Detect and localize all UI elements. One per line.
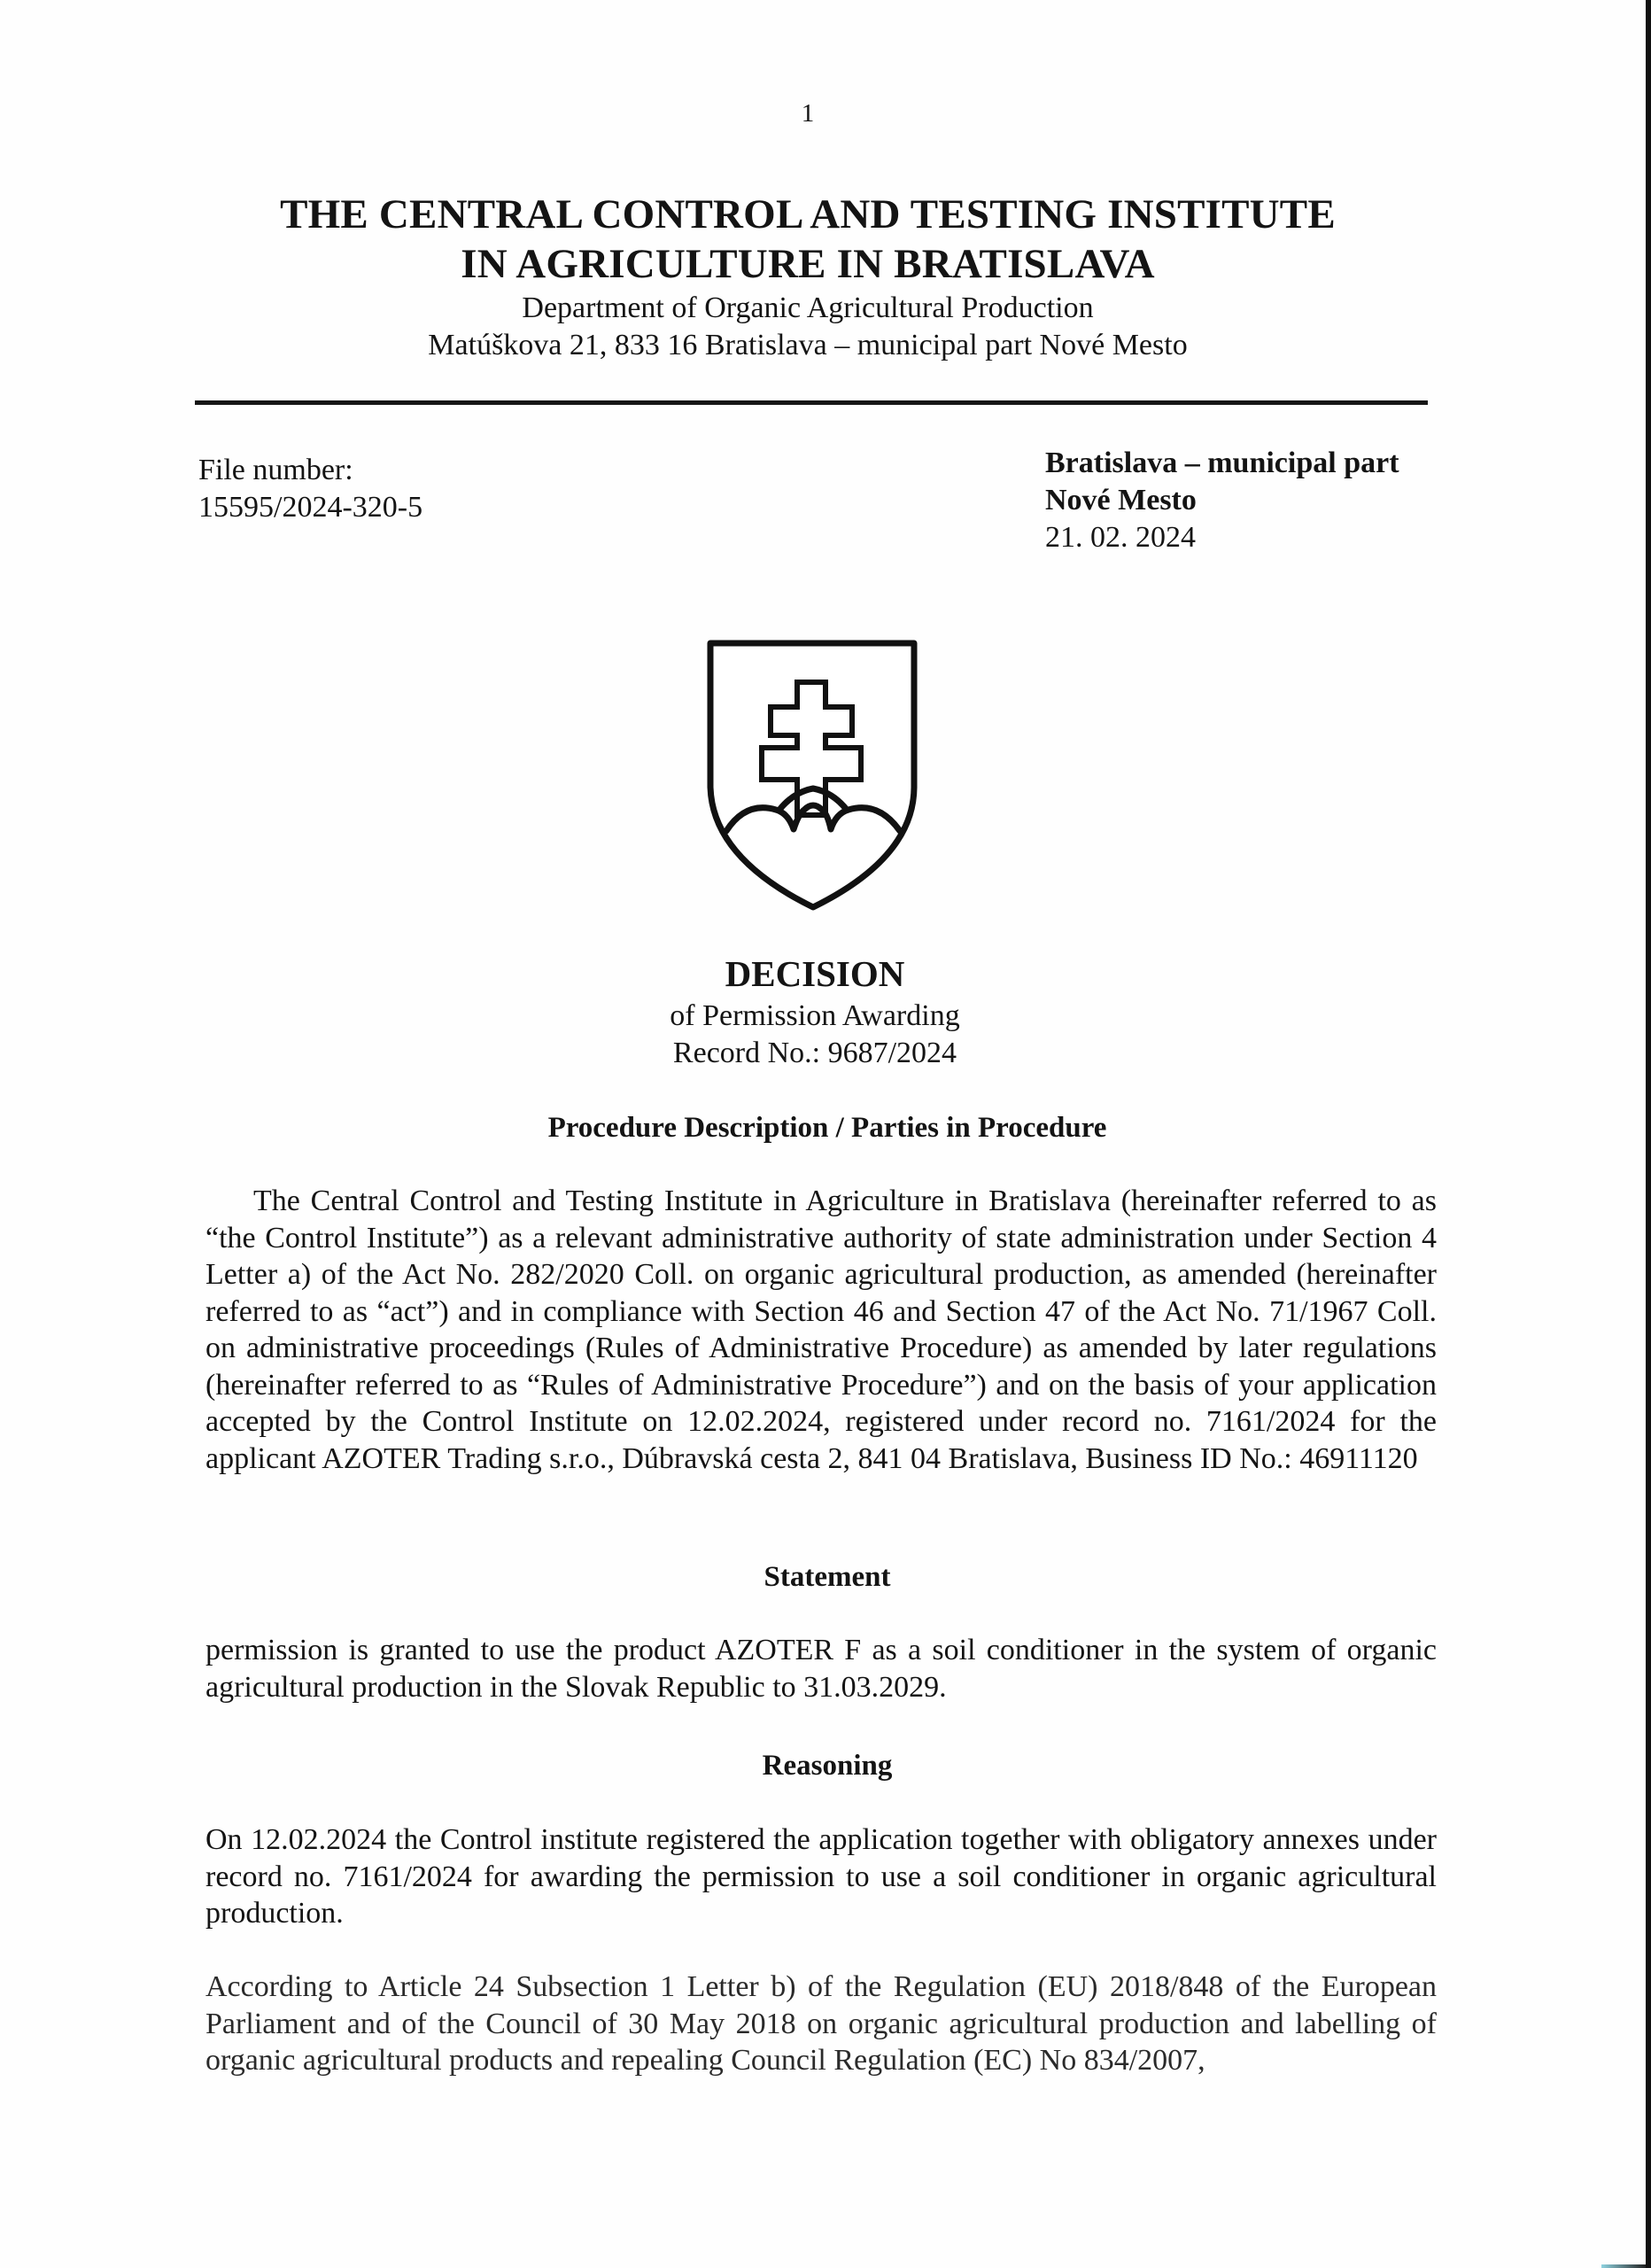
record-number: Record No.: 9687/2024 (672, 1037, 957, 1069)
slovak-coat-of-arms-icon (705, 636, 921, 913)
scan-edge-bottom (1601, 2264, 1646, 2268)
department-name: Department of Organic Agricultural Production (522, 291, 1094, 324)
file-number-value: 15595/2024-320-5 (198, 491, 423, 524)
section-heading-reasoning: Reasoning (762, 1750, 893, 1782)
institution-title-line1: THE CENTRAL CONTROL AND TESTING INSTITUTE (280, 191, 1336, 237)
institution-title-line2: IN AGRICULTURE IN BRATISLAVA (461, 241, 1155, 287)
section-heading-procedure: Procedure Description / Parties in Procedure (547, 1112, 1107, 1144)
place-line1: Bratislava – municipal part (1045, 447, 1399, 479)
procedure-paragraph: The Central Control and Testing Institute in Agriculture in Bratislava (hereinafter referred to as “the Control Institute”) as a relevant administrative authority of state administration under Section 4 Letter a) of the Act No. 282/2020 Coll. on organic agricultural production, as amended (hereinafter referred to as “act”) and in compliance with Section 46 and Section 47 of the Act No. 71/1967 Coll. on administrative proceedings (Rules of Administrative Procedure) as amended by later regulations (hereinafter referred to as “Rules of Administrative Procedure”) and on the basis of your application accepted by the Control Institute on 12.02.2024, registered under record no. 7161/2024 for the applicant AZOTER Trading s.r.o., Dúbravská cesta 2, 841 04 Bratislava, Business ID No.: 46911120 (205, 1184, 1437, 1475)
statement-paragraph: permission is granted to use the product AZOTER F as a soil conditioner in the system of organic agricultural production in the Slovak Republic to 31.03.2029. (205, 1634, 1437, 1704)
document-date: 21. 02. 2024 (1045, 521, 1196, 554)
reasoning-paragraph-2: According to Article 24 Subsection 1 Letter b) of the Regulation (EU) 2018/848 of the European Parliament and of the Council of 30 May 2018 on organic agricultural production and labelling of organic agricultural products and repealing Council Regulation (EC) No 834/2007, (205, 1970, 1437, 2077)
file-number-block (198, 452, 422, 526)
institution-title (0, 190, 1616, 289)
header-divider (195, 400, 1428, 405)
decision-title: DECISION (725, 953, 905, 994)
scan-edge-right (1646, 0, 1651, 2268)
institution-address: Matúškova 21, 833 16 Bratislava – municipal part Nové Mesto (428, 329, 1188, 361)
reasoning-paragraph-1: On 12.02.2024 the Control institute registered the application together with obligatory annexes under record no. 7161/2024 for awarding the permission to use a soil conditioner in organic agricultural production. (205, 1823, 1437, 1930)
place-date-block (1045, 445, 1399, 556)
file-number-label: File number: (198, 454, 353, 486)
section-heading-statement: Statement (763, 1561, 891, 1593)
decision-subtitle: of Permission Awarding (670, 999, 960, 1032)
page-number: 1 (801, 99, 815, 128)
place-line2: Nové Mesto (1045, 484, 1197, 517)
